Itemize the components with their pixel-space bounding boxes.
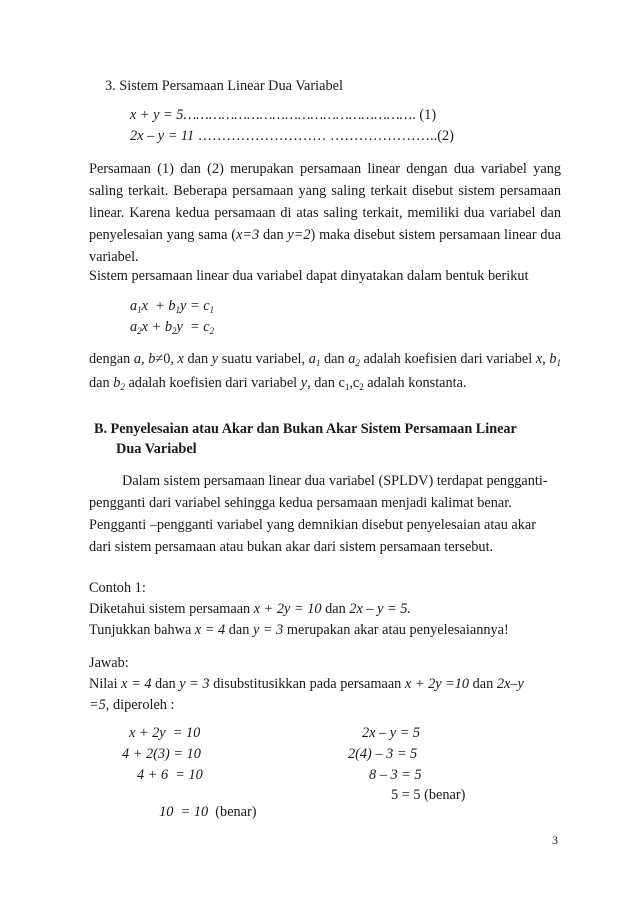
gf1-c-sub: 1 (209, 305, 215, 315)
answer-x: x = 4 (121, 676, 152, 692)
work-right-line-1: 2x – y = 5 (362, 725, 421, 741)
paragraph-general-form-intro: Sistem persamaan linear dua variabel dapat dinyatakan dalam bentuk berikut (89, 268, 529, 284)
p3-a2: a (348, 351, 356, 367)
equation-2-number: (2) (437, 128, 454, 144)
example-task-dan: dan (225, 622, 253, 638)
p3-y2: y (300, 375, 308, 391)
p3-t9: ,c (349, 375, 360, 391)
gf2-b: b (164, 319, 172, 335)
work-right-line-4: 5 = 5 (benar) (391, 787, 466, 803)
p3-t1: dengan (89, 351, 134, 367)
gf2-y: y = (176, 319, 204, 335)
equation-1-expr: x + y = 5 (130, 107, 184, 123)
answer-dan-1: dan (151, 676, 180, 692)
gf1-x: x + (141, 298, 169, 314)
p3-a1-sub: 1 (315, 358, 321, 368)
example-task-text-c: merupakan akar atau penyelesaiannya! (283, 622, 509, 638)
work-left-note: (benar) (215, 804, 257, 820)
answer-eq-1: x + 2y =10 (404, 676, 470, 692)
p3-t2: dan (183, 351, 212, 367)
gf2-c-sub: 2 (209, 326, 215, 336)
para1-y-value: y=2 (287, 227, 311, 243)
answer-dan-2: dan (469, 676, 497, 692)
answer-text-a: Nilai (89, 676, 122, 692)
answer-line-2 (89, 697, 174, 714)
equation-2-dots: ……………………… ………………….. (194, 128, 438, 144)
example-task-y: y = 3 (253, 622, 284, 638)
gf1-y: y = (180, 298, 204, 314)
gf2-b-sub: 2 (171, 326, 177, 336)
p3-y: y (211, 351, 219, 367)
work-right-line-2: 2(4) – 3 = 5 (348, 746, 418, 762)
example-title: Contoh 1: (89, 580, 146, 596)
work-left-line-2: 4 + 2(3) = 10 (122, 746, 201, 762)
answer-text-c: , diperoleh : (105, 697, 175, 713)
p3-ab: a, b (133, 351, 156, 367)
general-form-line-1 (130, 298, 214, 315)
equation-2-expr: 2x – y = 11 (130, 128, 195, 144)
p3-b2-sub: 2 (120, 382, 125, 392)
answer-title: Jawab: (89, 655, 129, 671)
p3-t8: , dan c (307, 375, 345, 391)
p3-b2: b (113, 375, 121, 391)
general-form-line-2 (130, 319, 214, 336)
paragraph-coefficients (89, 347, 561, 395)
gf1-a-sub: 1 (137, 305, 142, 315)
p3-b1-sub: 1 (556, 358, 561, 368)
equation-1 (130, 107, 436, 124)
section-heading-b-line-1: B. Penyelesaian atau Akar dan Bukan Akar Sistem Persamaan Linear (94, 421, 517, 437)
page-number: 3 (552, 833, 558, 847)
p3-c1-sub: 1 (344, 382, 350, 392)
answer-text-b: disubstitusikkan pada persamaan (209, 676, 405, 692)
p3-t10: adalah konstanta. (363, 375, 467, 391)
p3-a2-sub: 2 (355, 358, 360, 368)
work-left-result: 10 = 10 (159, 804, 209, 820)
example-given-text: Diketahui sistem persamaan (89, 601, 254, 617)
p3-xb: x, b (535, 351, 557, 367)
p3-x: x (177, 351, 184, 367)
gf2-x: x + (141, 319, 165, 335)
p3-t6: dan (89, 375, 114, 391)
example-equation-2: 2x – y = 5. (349, 601, 411, 617)
section-heading-b-line-2: Dua Variabel (116, 441, 197, 457)
equation-1-dots: ……………………………………………… (183, 107, 413, 123)
p3-c2-sub: 2 (359, 382, 364, 392)
paragraph-spldv-explanation (89, 158, 561, 268)
work-left-line-1: x + 2y = 10 (129, 725, 201, 741)
example-given-line (89, 601, 411, 618)
gf1-b-sub: 1 (175, 305, 181, 315)
gf2-c: c (203, 319, 210, 335)
answer-eq-2a: 2x–y (496, 676, 524, 692)
answer-y: y = 3 (179, 676, 210, 692)
equation-2 (130, 128, 454, 145)
example-task-x: x = 4 (194, 622, 226, 638)
gf1-a: a (130, 298, 138, 314)
example-dan: dan (321, 601, 350, 617)
p3-a1: a (308, 351, 316, 367)
p3-t3: suatu variabel, (218, 351, 309, 367)
p3-ne: ≠0, (155, 351, 178, 367)
gf2-a-sub: 2 (137, 326, 142, 336)
example-task-line (89, 622, 509, 639)
section-heading-3: 3. Sistem Persamaan Linear Dua Variabel (105, 78, 343, 94)
p3-t4: dan (320, 351, 349, 367)
answer-eq-2b: =5 (89, 697, 106, 713)
gf1-b: b (168, 298, 176, 314)
example-equation-1: x + 2y = 10 (253, 601, 322, 617)
p3-t5: adalah koefisien dari variabel (359, 351, 536, 367)
work-left-line-4 (152, 787, 257, 821)
para1-text-b: ) maka disebut sistem persamaan linear dua variabel. (89, 227, 561, 265)
work-right-line-3: 8 – 3 = 5 (369, 767, 422, 783)
gf2-a: a (130, 319, 138, 335)
para1-x-value: x=3 (236, 227, 260, 243)
work-left-line-3: 4 + 6 = 10 (137, 767, 203, 783)
equation-1-number: . (1) (412, 107, 437, 123)
paragraph-spldv-substitution: Dalam sistem persamaan linear dua variabel (SPLDV) terdapat pengganti-pengganti dari variabel sehingga kedua persamaan menjadi kalimat benar. Pengganti –pengganti variabel yang demnikian disebut penyelesaian atau akar dari sistem persamaan atau bukan akar dari sistem persamaan tersebut. (89, 473, 548, 555)
para1-dan: dan (259, 227, 288, 243)
para1-text-a: Persamaan (1) dan (2) merupakan persamaan linear dengan dua variabel yang saling terkait. Beberapa persamaan yang saling terkait disebut sistem persamaan linear. Karena kedua persamaan di atas saling terkait, memiliki dua variabel dan penyelesaian yang sama ( (89, 161, 561, 243)
example-task-text-a: Tunjukkan bahwa (89, 622, 195, 638)
answer-line-1 (89, 676, 524, 693)
p3-t7: adalah koefisien dari variabel (124, 375, 301, 391)
gf1-c: c (203, 298, 210, 314)
